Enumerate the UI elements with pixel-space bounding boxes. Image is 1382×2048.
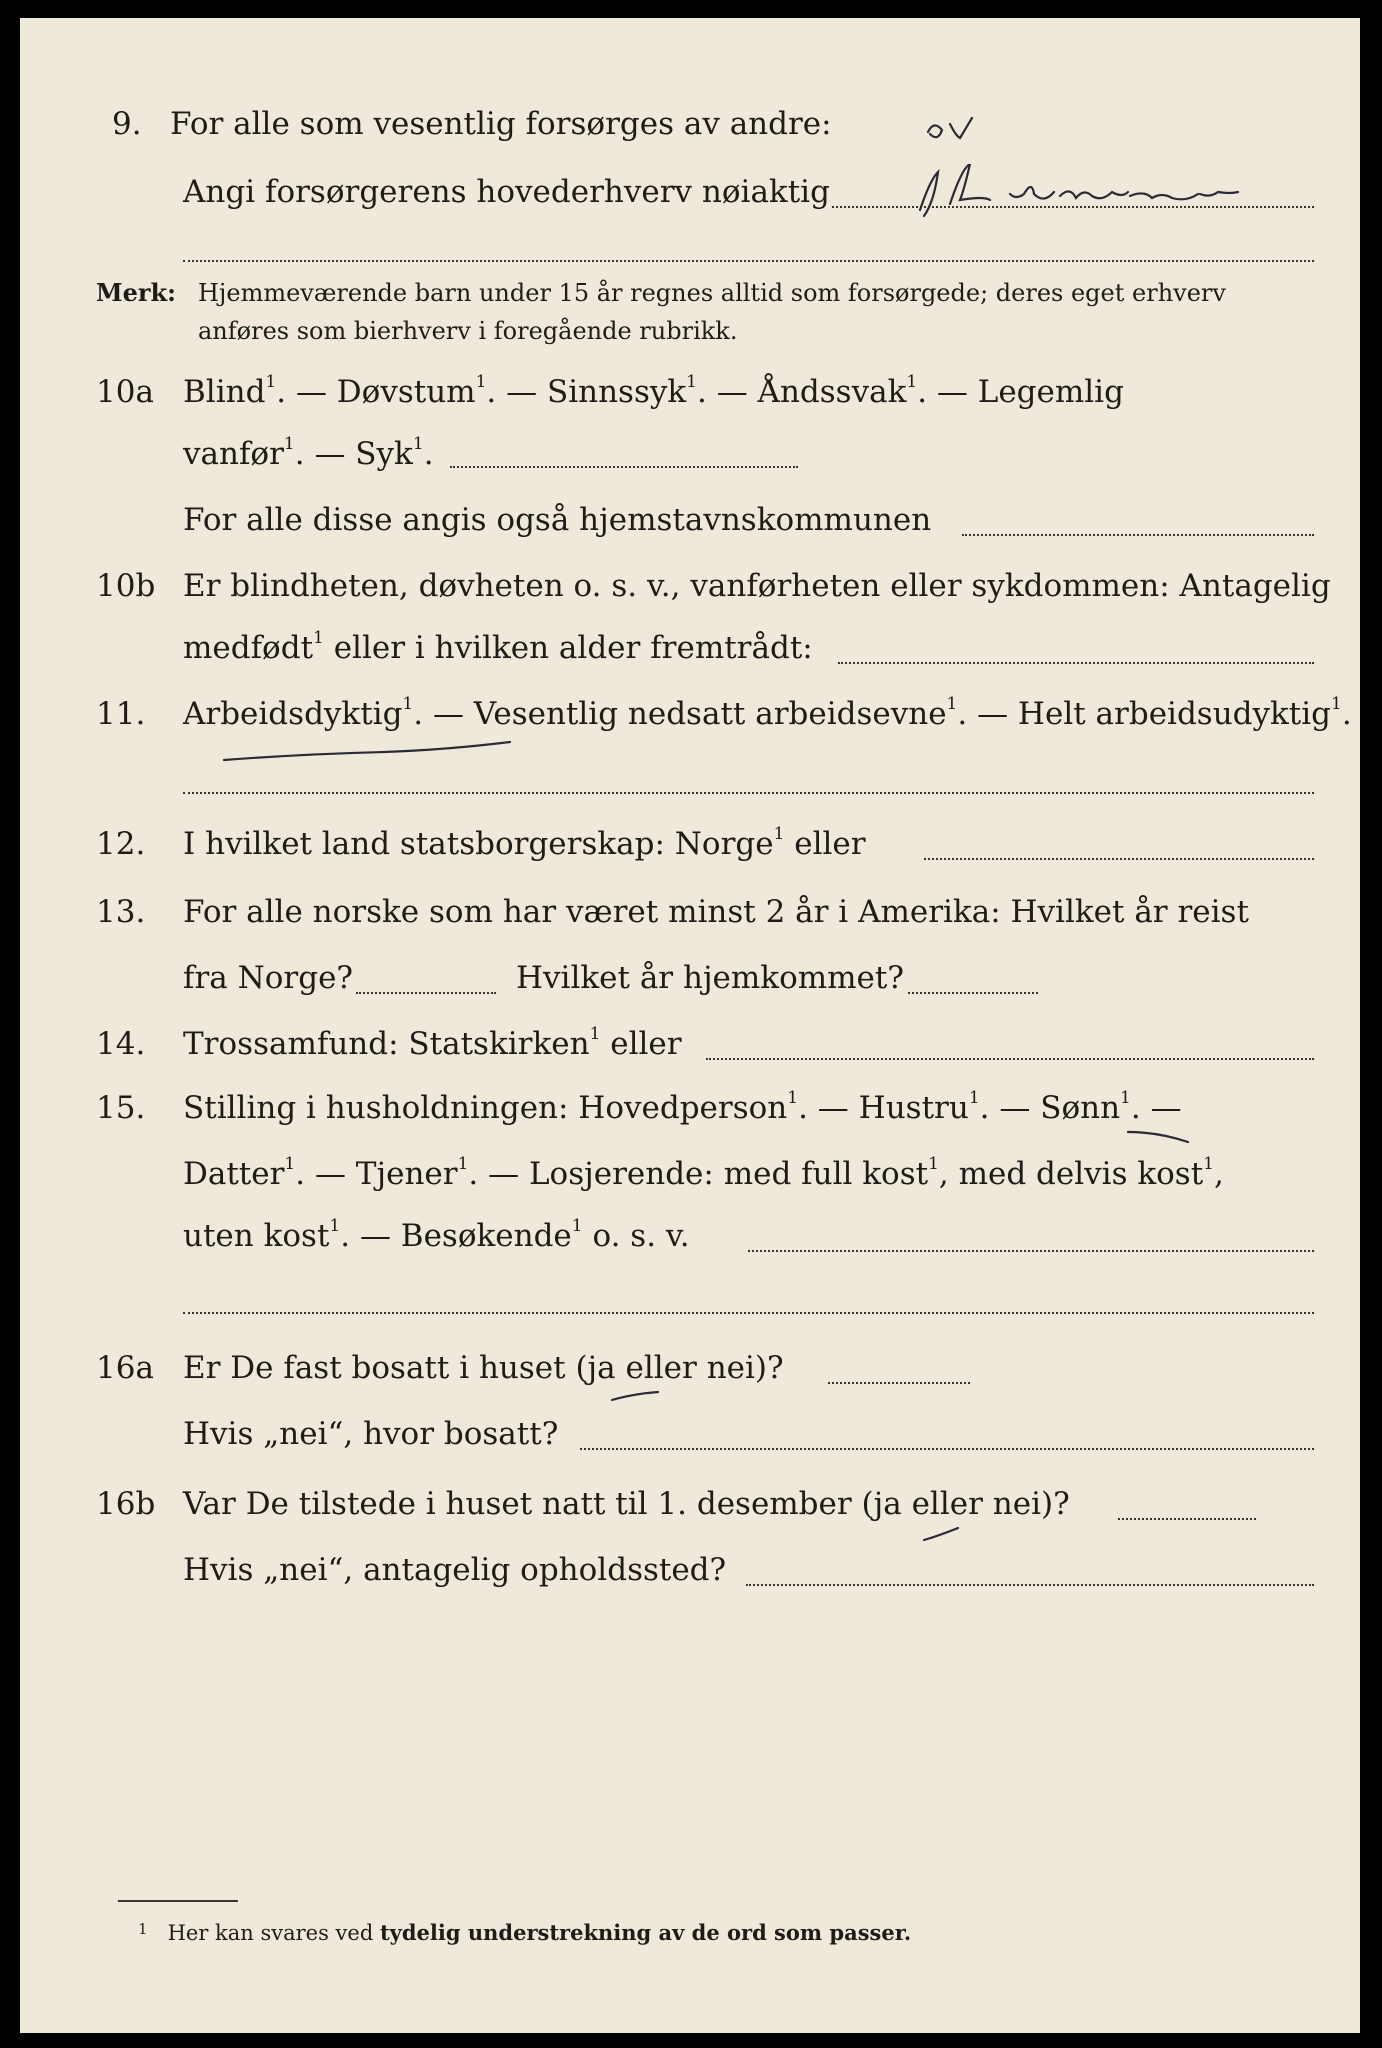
option-full-kost[interactable]: . — Losjerende: med full kost: [468, 1156, 929, 1192]
option-arbeidsdyktig[interactable]: Arbeidsdyktig: [183, 696, 403, 732]
option-norge[interactable]: I hvilket land statsborgerskap: Norge: [183, 826, 774, 862]
q13-question: For alle norske som har været minst 2 år i Amerika: Hvilket år reist: [183, 894, 1249, 930]
option-blind[interactable]: Blind: [183, 374, 266, 410]
q16a-answer-line[interactable]: [828, 1382, 970, 1384]
q14-answer-line[interactable]: [706, 1058, 1314, 1060]
q14-number: 14.: [96, 1026, 146, 1062]
q13-reist-line[interactable]: [356, 992, 496, 994]
q10a-answer-line[interactable]: [450, 466, 798, 468]
q15-number: 15.: [96, 1090, 146, 1126]
q12-number: 12.: [96, 826, 146, 862]
q16b-opholdssted-line[interactable]: [746, 1584, 1314, 1586]
q15-answer-line[interactable]: [748, 1250, 1314, 1252]
q9-extra-line: [183, 260, 1314, 262]
footnote-text: Her kan svares ved: [167, 1921, 380, 1945]
footnote-mark: 1: [138, 1920, 148, 1938]
q16a-question: Er De fast bosatt i huset (ja eller nei)?: [183, 1350, 784, 1386]
q10a-number: 10a: [96, 374, 154, 410]
option-helt-arbeidsudyktig[interactable]: . — Helt arbeidsudyktig: [957, 696, 1332, 732]
underline-mark-ja: [608, 1386, 668, 1406]
q12-answer-line[interactable]: [924, 858, 1314, 860]
underline-mark-ja-2: [920, 1522, 970, 1546]
underline-mark: [220, 738, 520, 768]
option-sinnssyk[interactable]: . — Sinnssyk: [486, 374, 687, 410]
option-hustru[interactable]: . — Hustru: [798, 1090, 969, 1126]
census-form-page: 9. For alle som vesentlig forsørges av andre: Angi forsørgerens hovederhverv nøiaktig Merk: Hjemmeværende barn under 15 år regnes alltid som forsørgede; deres eget erhverv anføres som bierhverv i foregående rubrikk. 10a Blind$^1$. — Døvstum$^1$. — Sinnssyk$^1$. — Åndssvak$^1$. — Legemlig vanfør$^1$. — Syk$^1$. For alle disse angis også hjemstavnskommunen 10b Er blindheten, døvheten o. s. v., vanførheten eller sykdommen: Antagelig medfødt$^1$ eller i hvilken alder fremtrådt: 11. Arbeidsdyktig$^1$. — Vesentlig nedsatt arbeidsevne$^1$. — Helt arbeidsudyktig$^1$. 12. I hvilket land statsborgerskap: Norge$^1$ eller 13. For alle norske som har været minst 2 år i Amerika: Hvilket år reist fra Norge? Hvilket år hjemkommet? 14. Trossamfund: Statskirken$^1$ eller 15. Stilling i husholdningen: Hovedperson$^1$. — Hustru$^1$. — Sønn$^1$. — Datter$^1$. — Tjener$^1$. — Losjerende: med full kost$^1$, med delvis kost$^1$, uten kost$^1$. — Besøkende$^1$ o. s. v. 16a Er De fast bosatt i huset (ja eller nei)? Hvis „nei“, hvor bosatt? 16b Var De tilstede i huset natt til 1. desember (ja eller nei)? Hvis „nei“, antagelig opholdssted? $^1$ Her kan svares ved tydelig understrekning av de ord som passer.: [20, 18, 1360, 2033]
option-syk[interactable]: . — Syk: [294, 436, 413, 472]
q9-instruction: Angi forsørgerens hovederhverv nøiaktig: [183, 174, 830, 210]
q13-reist: fra Norge?: [183, 960, 354, 996]
q16b-question: Var De tilstede i huset natt til 1. desember (ja eller nei)?: [183, 1486, 1070, 1522]
footnote: [138, 1920, 911, 1945]
handwritten-answer: [900, 164, 1280, 234]
q16a-bosatt-line[interactable]: [580, 1448, 1314, 1450]
merk-text-2: anføres som bierhverv i foregående rubrikk.: [198, 317, 738, 345]
option-uten-kost[interactable]: uten kost: [183, 1218, 330, 1254]
q10b-question: Er blindheten, døvheten o. s. v., vanførheten eller sykdommen: Antagelig: [183, 568, 1331, 604]
q13-number: 13.: [96, 894, 146, 930]
option-hovedperson[interactable]: Stilling i husholdningen: Hovedperson: [183, 1090, 788, 1126]
q16a-bosatt: Hvis „nei“, hvor bosatt?: [183, 1416, 559, 1452]
option-delvis-kost[interactable]: , med delvis kost: [938, 1156, 1204, 1192]
q13-hjemkommet-line[interactable]: [908, 992, 1038, 994]
q9-number: 9.: [112, 106, 142, 142]
option-vesentlig-nedsatt[interactable]: . — Vesentlig nedsatt arbeidsevne: [413, 696, 947, 732]
footnote-rule: [118, 1900, 238, 1902]
q16b-opholdssted: Hvis „nei“, antagelig opholdssted?: [183, 1552, 727, 1588]
option-sonn[interactable]: . — Sønn: [979, 1090, 1121, 1126]
option-tjener[interactable]: . — Tjener: [295, 1156, 458, 1192]
q16b-number: 16b: [96, 1486, 156, 1522]
q10a-hjemstavn: For alle disse angis også hjemstavnskommunen: [183, 502, 932, 538]
q16a-number: 16a: [96, 1350, 154, 1386]
q10a-hjemstavn-line[interactable]: [962, 534, 1314, 536]
q16b-answer-line[interactable]: [1118, 1518, 1256, 1520]
q10b-answer-line[interactable]: [838, 662, 1314, 664]
q11-extra-line: [183, 792, 1314, 794]
q13-hjemkommet: Hvilket år hjemkommet?: [516, 960, 904, 996]
q9-question: For alle som vesentlig forsørges av andre:: [170, 106, 832, 142]
option-dovstum[interactable]: . — Døvstum: [276, 374, 476, 410]
footnote-emphasis: tydelig understrekning av de ord som passer.: [379, 1920, 912, 1945]
option-andssvak[interactable]: . — Åndssvak: [697, 374, 907, 410]
option-statskirken[interactable]: Trossamfund: Statskirken: [183, 1026, 590, 1062]
handwriting-mark: [920, 110, 1030, 150]
underline-mark-sonn: [1124, 1126, 1204, 1146]
option-besokende[interactable]: . — Besøkende: [340, 1218, 572, 1254]
merk-label: Merk:: [96, 278, 176, 307]
q11-number: 11.: [96, 696, 146, 732]
option-vanfor[interactable]: vanfør: [183, 436, 284, 472]
merk-text-1: Hjemmeværende barn under 15 år regnes alltid som forsørgede; deres eget erhverv: [198, 279, 1226, 307]
option-legemlig[interactable]: . — Legemlig: [917, 374, 1124, 410]
option-datter[interactable]: Datter: [183, 1156, 285, 1192]
q10b-number: 10b: [96, 568, 156, 604]
q15-extra-line: [183, 1312, 1314, 1314]
option-medfodt[interactable]: medfødt: [183, 630, 314, 666]
merk-note: [96, 274, 1226, 345]
